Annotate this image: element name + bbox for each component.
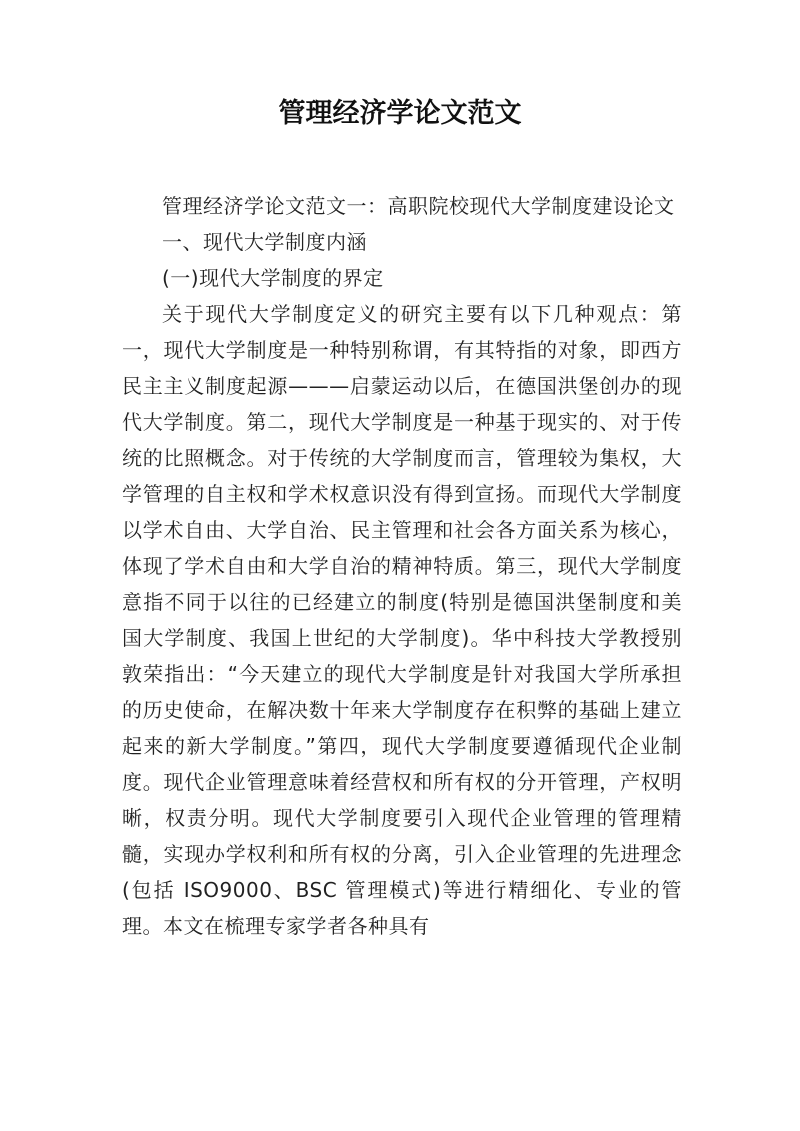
paragraph-main: 关于现代大学制度定义的研究主要有以下几种观点：第一，现代大学制度是一种特别称谓，有其特指的对象，即西方民主主义制度起源———启蒙运动以后，在德国洪堡创办的现代大学制度。第二，现代大学制度是一种基于现实的、对于传统的比照概念。对于传统的大学制度而言，管理较为集权，大学管理的自主权和学术权意识没有得到宣扬。而现代大学制度以学术自由、大学自治、民主管理和社会各方面关系为核心，体现了学术自由和大学自治的精神特质。第三，现代大学制度意指不同于以往的已经建立的制度(特别是德国洪堡制度和美国大学制度、我国上世纪的大学制度)。华中科技大学教授别敦荣指出：“今天建立的现代大学制度是针对我国大学所承担的历史使命，在解决数十年来大学制度存在积弊的基础上建立起来的新大学制度。”第四，现代大学制度要遵循现代企业制度。现代企业管理意味着经营权和所有权的分开管理，产权明晰，权责分明。现代大学制度要引入现代企业管理的管理精髓，实现办学权利和所有权的分离，引入企业管理的先进理念(包括 ISO9000、BSC 管理模式)等进行精细化、专业的管理。本文在梳理专家学者各种具有 xyxy=(122,302,682,938)
section-heading: 一、现代大学制度内涵 xyxy=(162,230,367,254)
document-title: 管理经济学论文范文 xyxy=(278,98,522,129)
document-body xyxy=(122,188,682,944)
paragraph-intro: 管理经济学论文范文一：高职院校现代大学制度建设论文 xyxy=(162,194,675,218)
subsection-heading: (一)现代大学制度的界定 xyxy=(162,266,384,290)
